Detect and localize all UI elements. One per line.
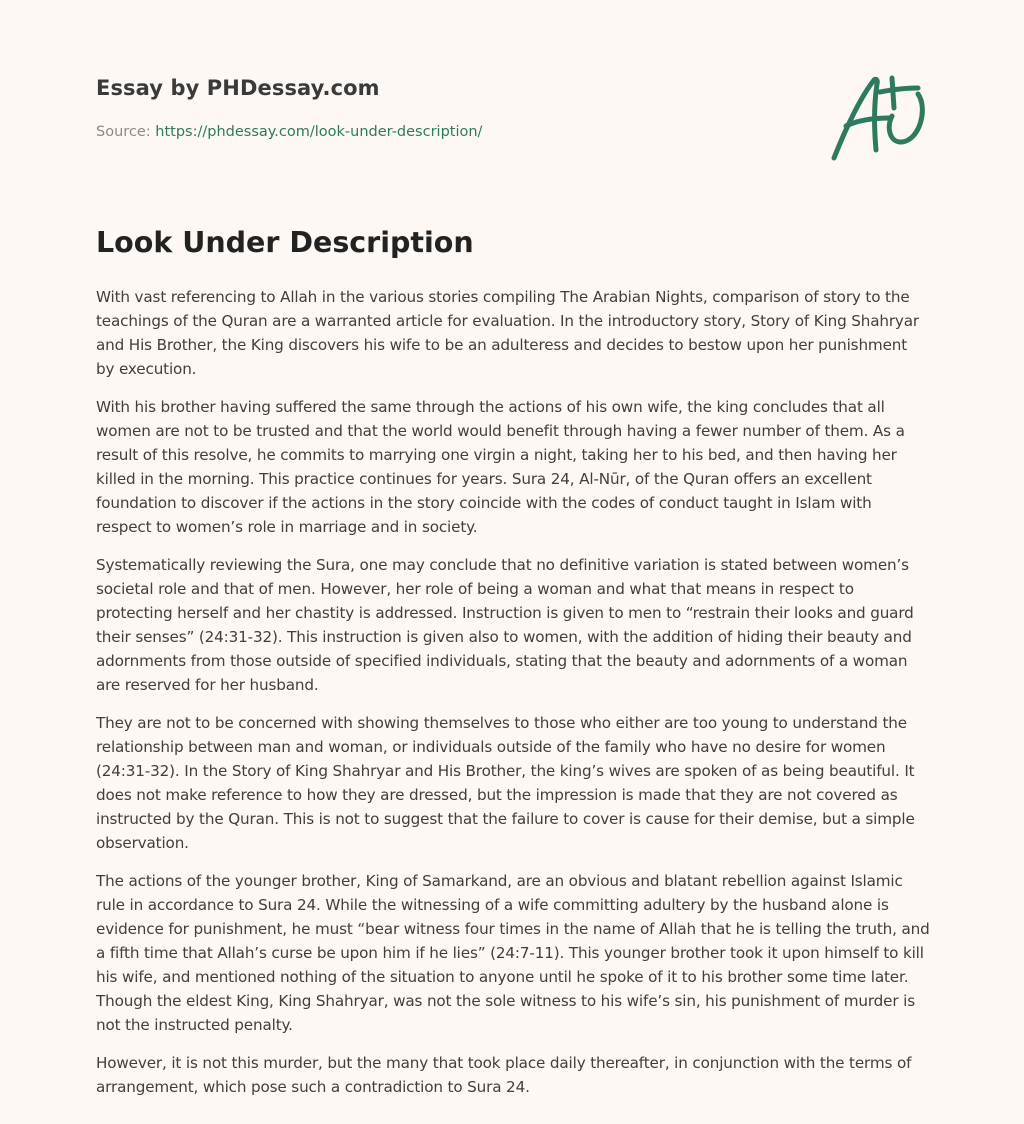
essay-paragraph: The actions of the younger brother, King of Samarkand, are an obvious and blatant rebellion against Islamic rule in accordance to Sura 24. While the witnessing of a wife committing adultery by the husband alone is evidence for punishment, he must “bear witness four times in the name of Allah that he is telling the truth, and a fifth time that Allah’s curse be upon him if he lies” (24:7-11). This younger brother took it upon himself to kill his wife, and mentioned nothing of the situation to anyone until he spoke of it to his brother some time later. Though the eldest King, King Shahryar, was not the sole witness to his wife’s sin, his punishment of murder is not the instructed penalty. xyxy=(96,872,930,1034)
brand-title: Essay by PHDessay.com xyxy=(96,76,380,100)
a-plus-logo-icon xyxy=(828,68,928,164)
essay-title: Look Under Description xyxy=(96,226,474,259)
essay-paragraph: However, it is not this murder, but the many that took place daily thereafter, in conjunction with the terms of arrangement, which pose such a contradiction to Sura 24. xyxy=(96,1054,912,1096)
essay-paragraph: With his brother having suffered the same through the actions of his own wife, the king concludes that all women are not to be trusted and that the world would benefit through having a fewer number of them. As a result of this resolve, he commits to marrying one virgin a night, taking her to his bed, and then having her killed in the morning. This practice continues for years. Sura 24, Al-Nūr, of the Quran offers an excellent foundation to discover if the actions in the story coincide with the codes of conduct taught in Islam with respect to women’s role in marriage and in society. xyxy=(96,398,905,536)
site-header xyxy=(96,76,928,166)
source-label: Source: xyxy=(96,124,151,140)
essay-body xyxy=(96,285,930,1113)
essay-paragraph: With vast referencing to Allah in the various stories compiling The Arabian Nights, comparison of story to the teachings of the Quran are a warranted article for evaluation. In the introductory story, Story of King Shahryar and His Brother, the King discovers his wife to be an adulteress and decides to bestow upon her punishment by execution. xyxy=(96,288,920,378)
source-link[interactable]: https://phdessay.com/look-under-description/ xyxy=(155,124,483,140)
essay-paragraph: They are not to be concerned with showing themselves to those who either are too young to understand the relationship between man and woman, or individuals outside of the family who have no desire for women (24:31-32). In the Story of King Shahryar and His Brother, the king’s wives are spoken of as being beautiful. It does not make reference to how they are dressed, but the impression is made that they are not covered as instructed by the Quran. This is not to suggest that the failure to cover is cause for their demise, but a simple observation. xyxy=(96,714,915,852)
essay-paragraph: Systematically reviewing the Sura, one may conclude that no definitive variation is stated between women’s societal role and that of men. However, her role of being a woman and what that means in respect to protecting herself and her chastity is addressed. Instruction is given to men to “restrain their looks and guard their senses” (24:31-32). This instruction is given also to women, with the addition of hiding their beauty and adornments from those outside of specified individuals, stating that the beauty and adornments of a woman are reserved for her husband. xyxy=(96,556,914,694)
source-line xyxy=(96,124,482,140)
